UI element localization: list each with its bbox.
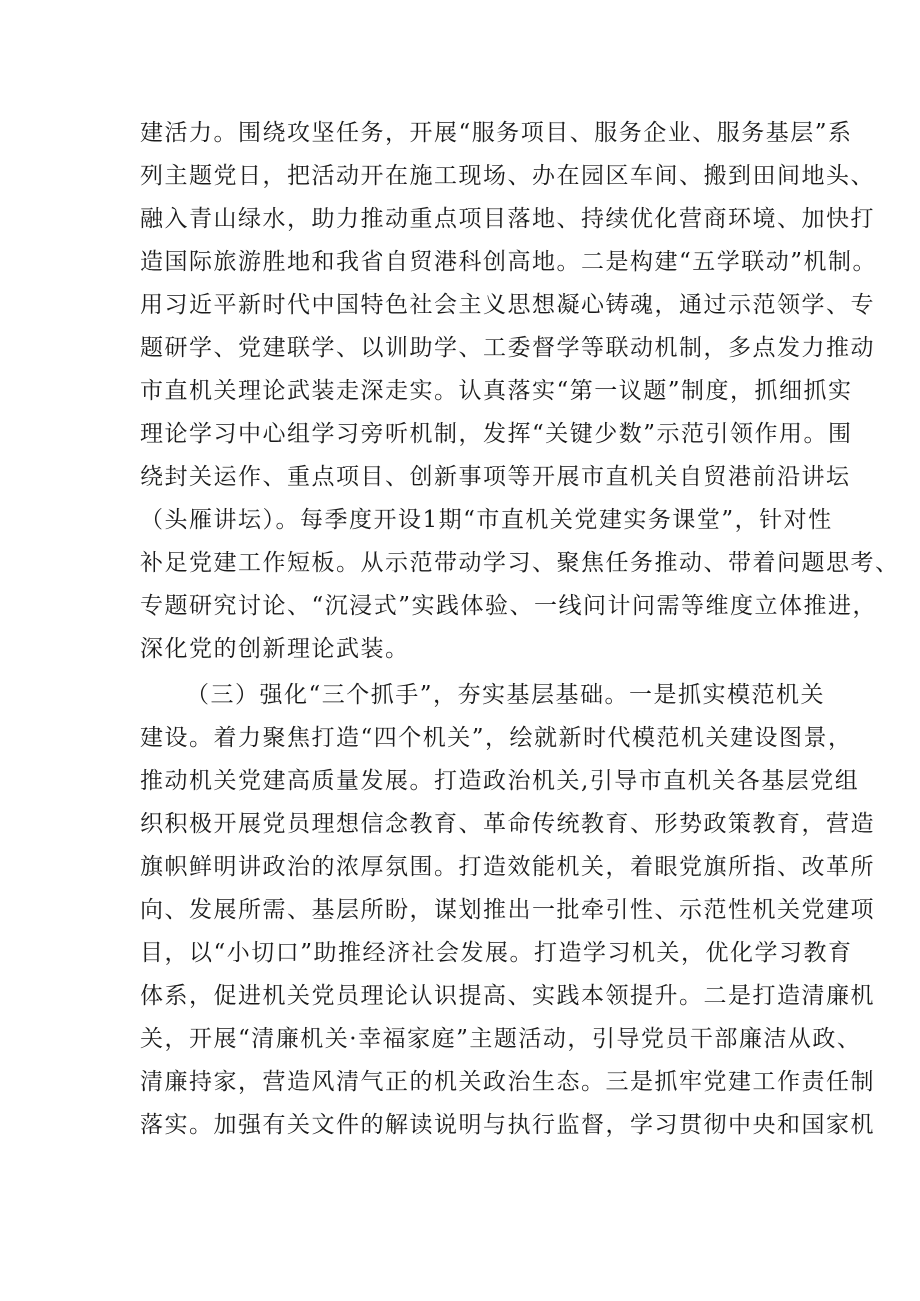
paragraph-line: 向、发展所需、基层所盼，谋划推出一批牵引性、示范性机关党建项 bbox=[140, 897, 875, 923]
paragraph-line: 造国际旅游胜地和我省自贸港科创高地。二是构建“五学联动”机制。 bbox=[140, 249, 878, 275]
paragraph-line: 清廉持家，营造风清气正的机关政治生态。三是抓牢党建工作责任制 bbox=[140, 1069, 875, 1095]
section-heading-line: （三）强化“三个抓手”，夯实基层基础。一是抓实模范机关 bbox=[186, 682, 826, 708]
paragraph-line: 列主题党日，把活动开在施工现场、办在园区车间、搬到田间地头、 bbox=[140, 163, 875, 189]
paragraph-line: 融入青山绿水，助力推动重点项目落地、持续优化营商环境、加快打 bbox=[140, 206, 875, 232]
paragraph-line: 市直机关理论武装走深走实。认真落实“第一议题”制度，抓细抓实 bbox=[140, 378, 853, 404]
paragraph-line: 织积极开展党员理想信念教育、革命传统教育、形势政策教育，营造 bbox=[140, 811, 875, 837]
paragraph-line: 深化党的创新理论武装。 bbox=[140, 636, 410, 662]
paragraph-line: 补足党建工作短板。从示范带动学习、聚焦任务推动、带着问题思考、 bbox=[140, 550, 900, 576]
paragraph-line: 旗帜鲜明讲政治的浓厚氛围。打造效能机关，着眼党旗所指、改革所 bbox=[140, 854, 875, 880]
paragraph-line: 建活力。围绕攻坚任务，开展“服务项目、服务企业、服务基层”系 bbox=[140, 120, 853, 146]
paragraph-line: （头雁讲坛）。每季度开设1期“市直机关党建实务课堂”，针对性 bbox=[140, 507, 833, 533]
paragraph-line: 推动机关党建高质量发展。打造政治机关,引导市直机关各基层党组 bbox=[140, 768, 860, 794]
paragraph-line: 理论学习中心组学习旁听机制，发挥“关键少数”示范引领作用。围 bbox=[140, 421, 853, 447]
paragraph-line: 用习近平新时代中国特色社会主义思想凝心铸魂，通过示范领学、专 bbox=[140, 292, 875, 318]
paragraph-line: 体系，促进机关党员理论认识提高、实践本领提升。二是打造清廉机 bbox=[140, 983, 875, 1009]
paragraph-line: 建设。着力聚焦打造“四个机关”，绘就新时代模范机关建设图景， bbox=[140, 725, 853, 751]
paragraph-line: 题研学、党建联学、以训助学、工委督学等联动机制，多点发力推动 bbox=[140, 335, 875, 361]
paragraph-line: 专题研究讨论、“沉浸式”实践体验、一线问计问需等维度立体推进， bbox=[140, 593, 878, 619]
paragraph-line: 目，以“小切口”助推经济社会发展。打造学习机关，优化学习教育 bbox=[140, 940, 853, 966]
paragraph-line: 关，开展“清廉机关·幸福家庭”主题活动，引导党员干部廉洁从政、 bbox=[140, 1026, 862, 1052]
paragraph-line: 落实。加强有关文件的解读说明与执行监督，学习贯彻中央和国家机 bbox=[140, 1112, 875, 1138]
paragraph-line: 绕封关运作、重点项目、创新事项等开展市直机关自贸港前沿讲坛 bbox=[140, 464, 851, 490]
